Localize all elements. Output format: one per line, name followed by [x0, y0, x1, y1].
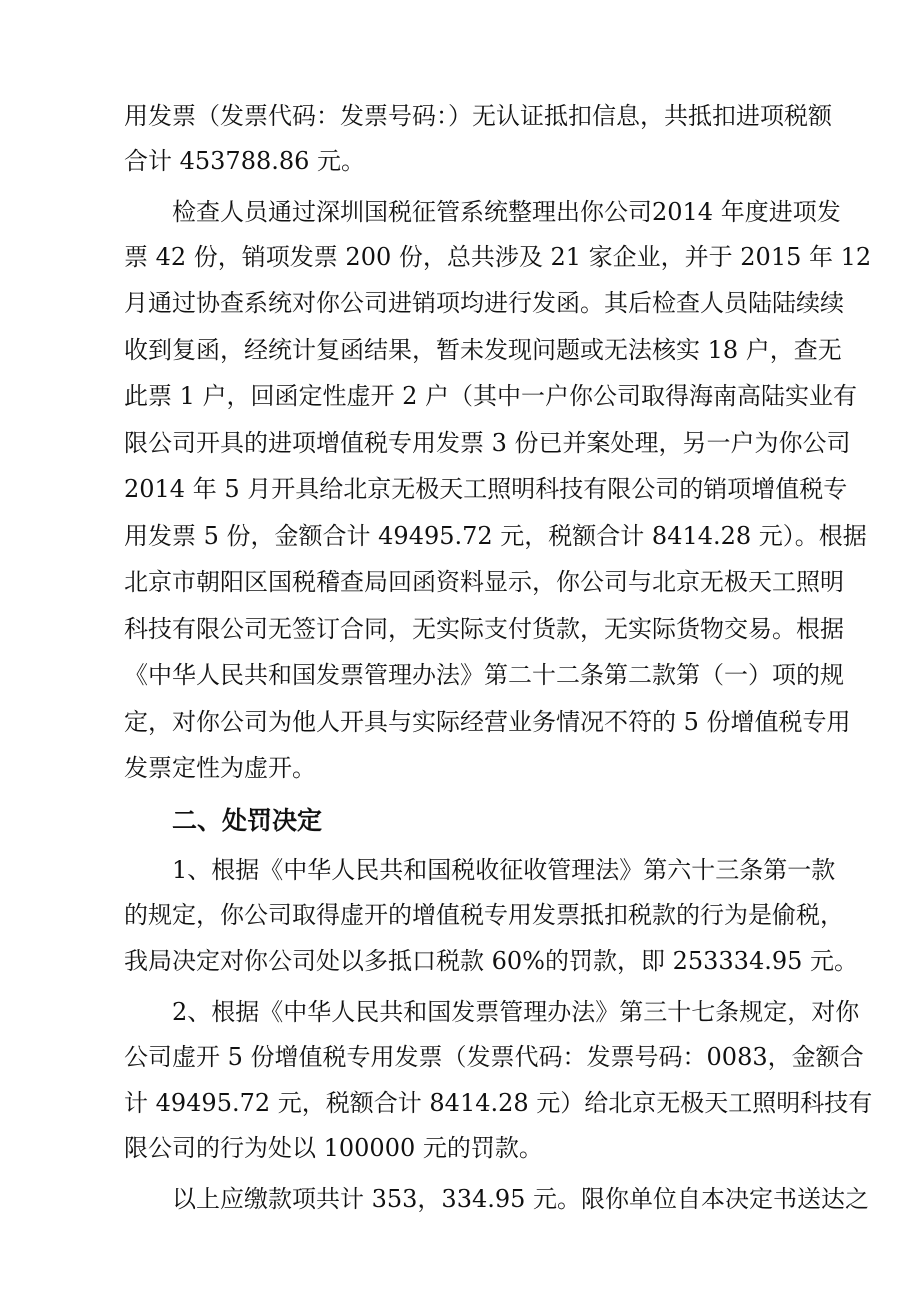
paragraph-line: 2、根据《中华人民共和国发票管理办法》第三十七条规定，对你 — [172, 998, 860, 1026]
paragraph-line: 科技有限公司无签订合同，无实际支付货款，无实际货物交易。根据 — [124, 615, 844, 643]
paragraph-line: 1、根据《中华人民共和国税收征收管理法》第六十三条第一款 — [172, 856, 836, 884]
paragraph-line: 此票 1 户，回函定性虚开 2 户（其中一户你公司取得海南高陆实业有 — [124, 382, 858, 410]
paragraph-line: 月通过协查系统对你公司进销项均进行发函。其后检查人员陆陆续续 — [124, 289, 844, 317]
paragraph-line: 限公司的行为处以 100000 元的罚款。 — [124, 1134, 543, 1162]
paragraph-line: 票 42 份，销项发票 200 份，总共涉及 21 家企业，并于 2015 年 12 — [124, 243, 872, 271]
paragraph-line: 用发票（发票代码：发票号码：）无认证抵扣信息，共抵扣进项税额 — [124, 102, 832, 130]
paragraph-line: 公司虚开 5 份增值税专用发票（发票代码：发票号码：0083，金额合 — [124, 1043, 864, 1071]
paragraph-line: 发票定性为虚开。 — [124, 754, 316, 782]
paragraph-line: 以上应缴款项共计 353，334.95 元。限你单位自本决定书送达之 — [172, 1185, 870, 1213]
paragraph-line: 《中华人民共和国发票管理办法》第二十二条第二款第（一）项的规 — [124, 661, 844, 689]
paragraph-line: 收到复函，经统计复函结果，暂未发现问题或无法核实 18 户，查无 — [124, 336, 842, 364]
paragraph-line: 我局决定对你公司处以多抵口税款 60%的罚款，即 253334.95 元。 — [124, 947, 859, 975]
section-heading: 二、处罚决定 — [172, 806, 323, 835]
paragraph-line: 2014 年 5 月开具给北京无极天工照明科技有限公司的销项增值税专 — [124, 475, 848, 503]
paragraph-line: 的规定，你公司取得虚开的增值税专用发票抵扣税款的行为是偷税， — [124, 901, 844, 929]
paragraph-line: 检查人员通过深圳国税征管系统整理出你公司2014 年度进项发 — [172, 198, 841, 226]
paragraph-line: 北京市朝阳区国税稽查局回函资料显示，你公司与北京无极天工照明 — [124, 568, 844, 596]
paragraph-line: 定，对你公司为他人开具与实际经营业务情况不符的 5 份增值税专用 — [124, 708, 851, 736]
paragraph-line: 合计 453788.86 元。 — [124, 147, 366, 175]
paragraph-line: 限公司开具的进项增值税专用发票 3 份已并案处理，另一户为你公司 — [124, 429, 851, 457]
paragraph-line: 用发票 5 份，金额合计 49495.72 元，税额合计 8414.28 元）。根据 — [124, 522, 867, 550]
paragraph-line: 计 49495.72 元，税额合计 8414.28 元）给北京无极天工照明科技有 — [124, 1089, 873, 1117]
